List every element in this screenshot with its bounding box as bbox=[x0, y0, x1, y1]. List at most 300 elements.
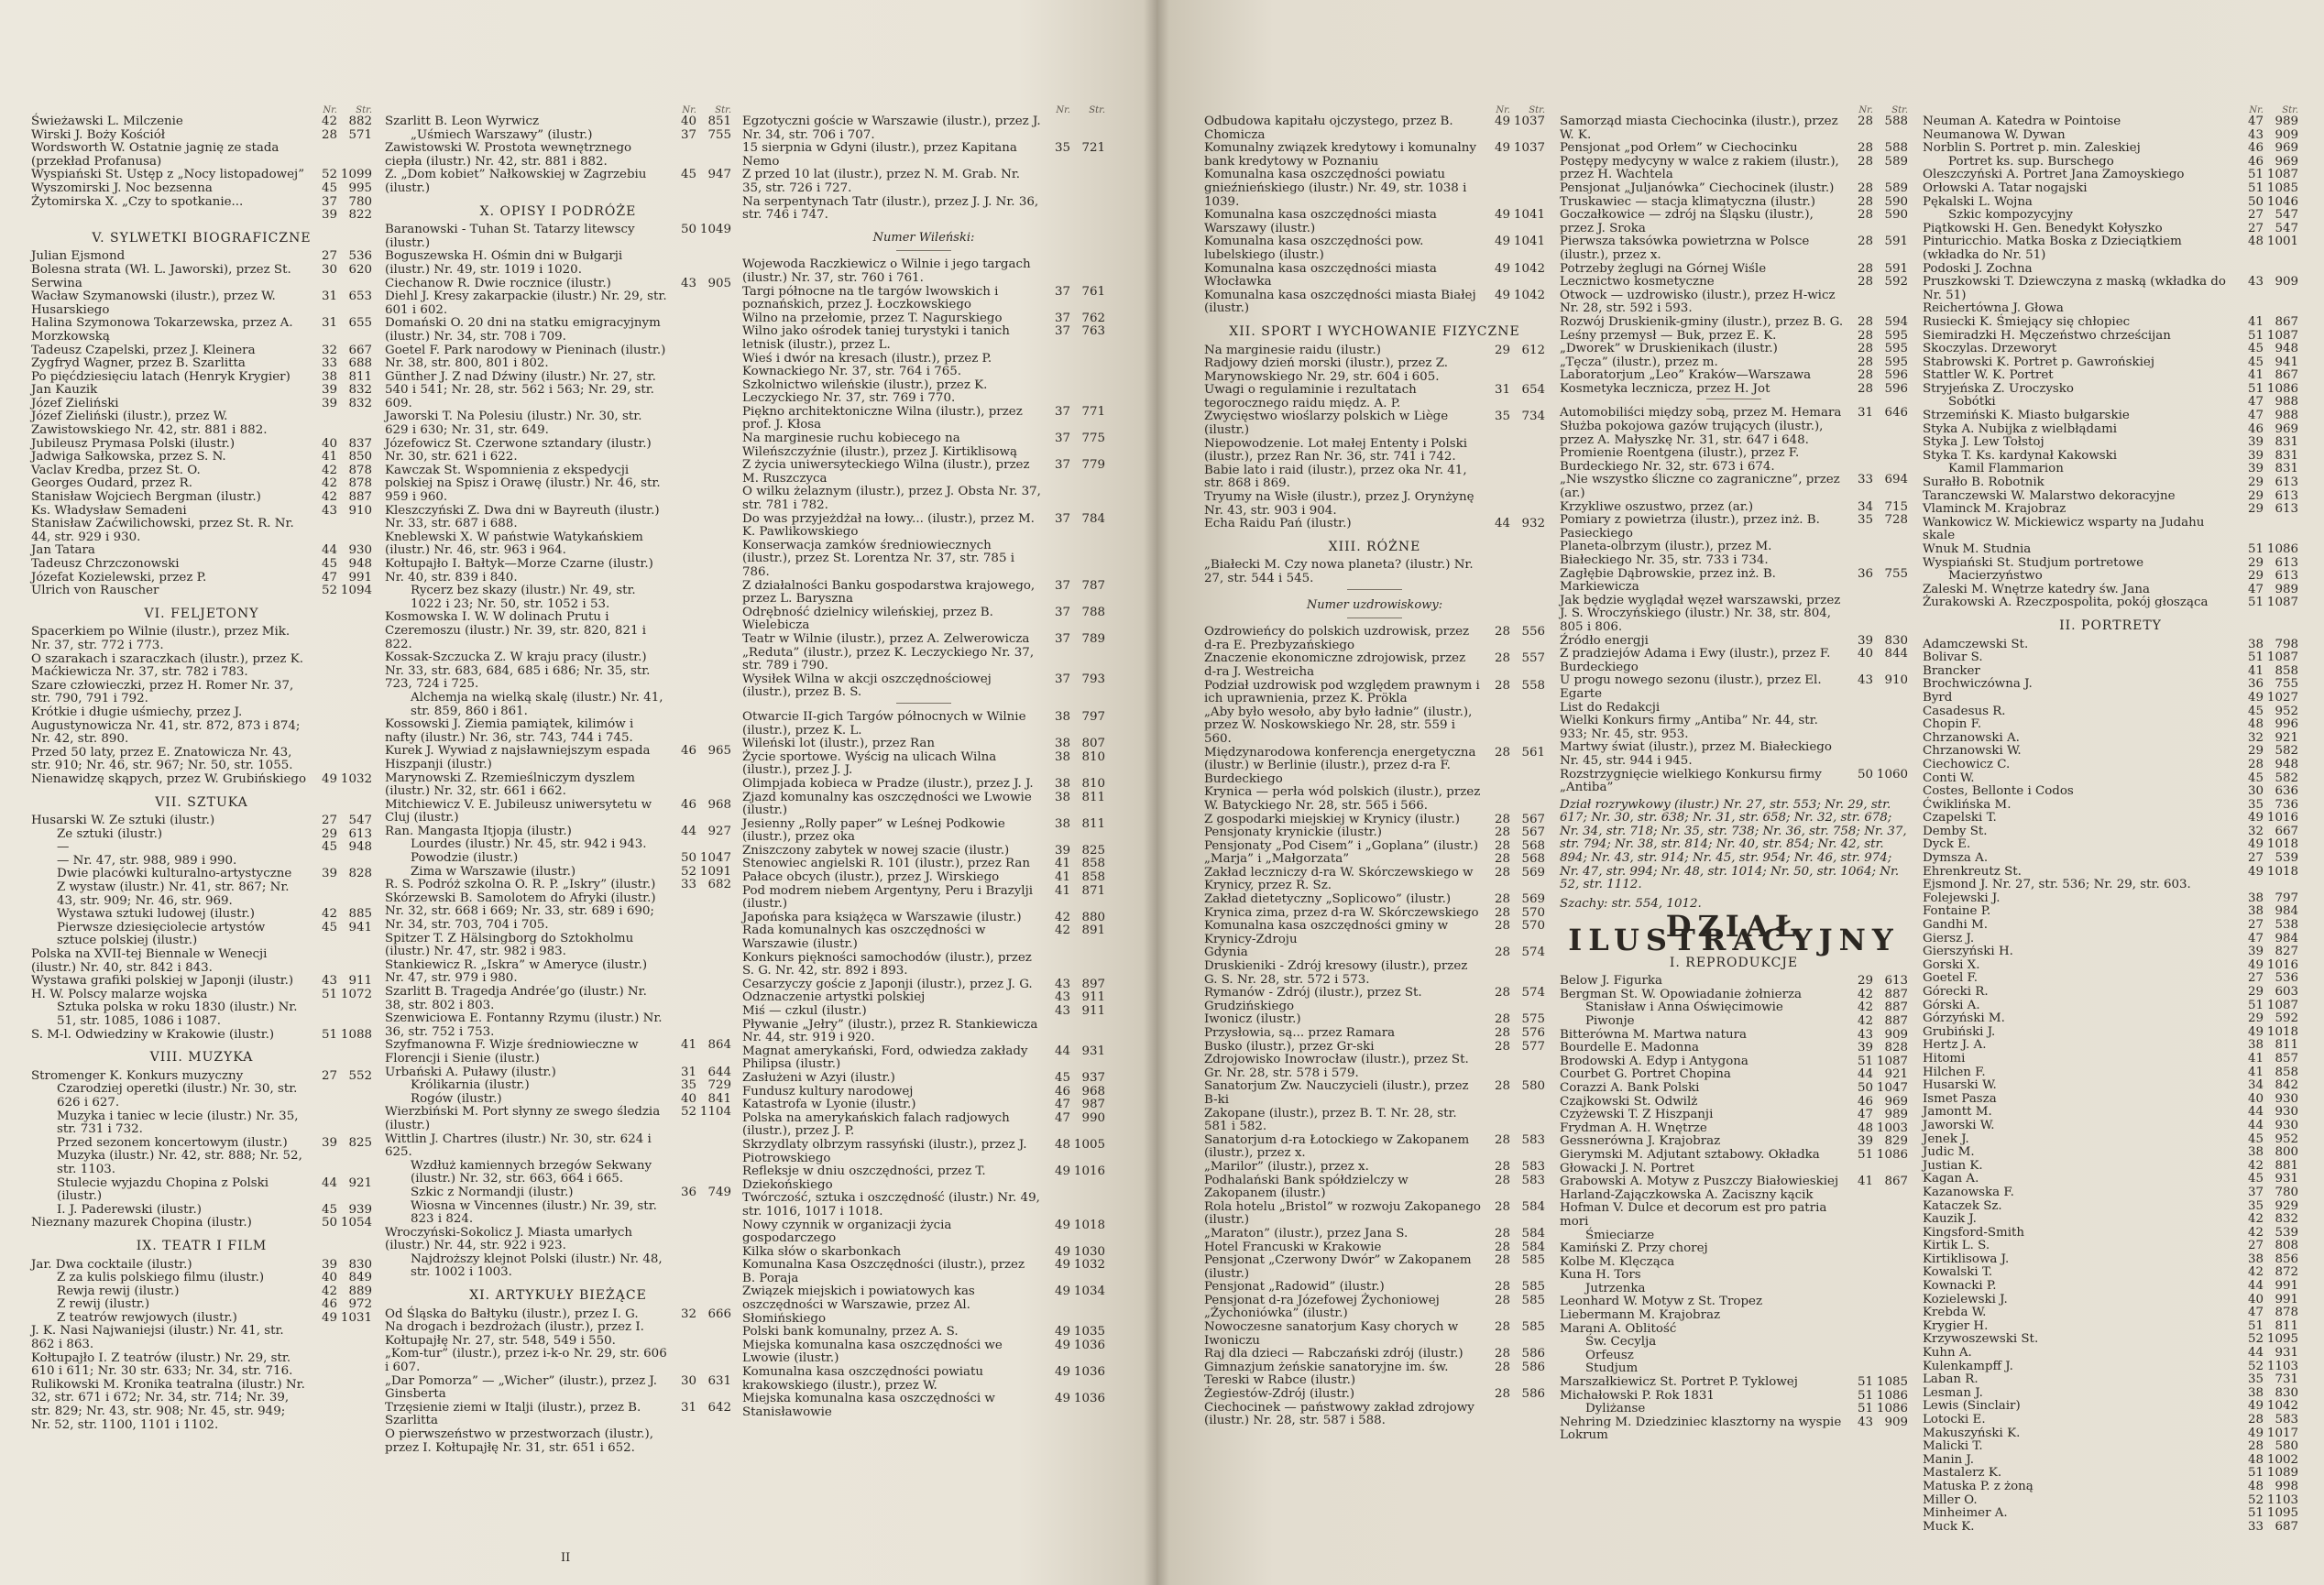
entry-issue-number: 44 bbox=[680, 824, 696, 838]
entry-title: Zjazd komunalny kas oszczędności we Lwowie (ilustr.) bbox=[742, 790, 1032, 818]
index-entry bbox=[1923, 1306, 2298, 1320]
entry-page-number: 941 bbox=[2275, 355, 2298, 369]
index-entry bbox=[1923, 1227, 2298, 1241]
entry-title: Z rewij (ilustr.) bbox=[57, 1297, 150, 1312]
entry-issue-number: 38 bbox=[2247, 1038, 2264, 1053]
entry-issue-number: 38 bbox=[321, 369, 337, 384]
entry-issue-number: 28 bbox=[1494, 838, 1510, 853]
index-entry bbox=[1923, 463, 2298, 476]
entry-page-number: 882 bbox=[348, 115, 372, 128]
entry-title: Podhalański Bank spółdzielczy w Zakopanem (ilustr.) bbox=[1204, 1173, 1409, 1201]
entry-title: Nienawidzę skąpych, przez W. Grubińskiego bbox=[31, 771, 307, 786]
entry-title: Casadesus R. bbox=[1923, 704, 2006, 718]
entry-issue-number: 40 bbox=[680, 1091, 696, 1106]
entry-title: Wyszomirski J. Noc bezsenna bbox=[31, 180, 213, 195]
entry-title: Sztuka polska w roku 1830 (ilustr.) Nr. 51, str. 1085, 1086 i 1087. bbox=[57, 1000, 298, 1028]
entry-title: Nowy czynnik w organizacji życia gospodarczego bbox=[742, 1218, 952, 1246]
index-entry bbox=[31, 129, 372, 143]
index-entry bbox=[1923, 1333, 2298, 1347]
entry-title: Piwonje bbox=[1585, 1014, 1635, 1028]
entry-issue-number: 45 bbox=[321, 920, 337, 935]
entry-title: Szkic z Normandji (ilustr.) bbox=[411, 1185, 574, 1199]
entry-title: Pierwsza taksówka powietrzna w Polsce (ilustr.), przez x. bbox=[1560, 235, 1810, 262]
entry-page-number: 631 bbox=[707, 1373, 731, 1388]
entry-title: Zakład leczniczy d-ra W. Skórczewskiego w Krynicy, przez R. Sz. bbox=[1204, 865, 1474, 893]
entry-page-number: 910 bbox=[348, 503, 372, 518]
entry-title: Kawczak St. Wspomnienia z ekspedycji polskiej na Spisz i Orawę (ilustr.) Nr. 46, str. 959 i 960. bbox=[385, 463, 661, 505]
entry-page-number: 830 bbox=[348, 1257, 372, 1272]
index-entry bbox=[1204, 235, 1545, 262]
entry-title: Gimnazjum żeńskie sanatoryjne im. św. Tereski w Rabce (ilustr.) bbox=[1204, 1360, 1449, 1388]
index-entry bbox=[31, 290, 372, 317]
index-entry bbox=[742, 286, 1105, 312]
index-entry bbox=[742, 912, 1105, 925]
entry-issue-number: 40 bbox=[2247, 1091, 2264, 1106]
index-entry bbox=[31, 544, 372, 558]
entry-title: Rogów (ilustr.) bbox=[411, 1091, 502, 1106]
entry-issue-number: 33 bbox=[1857, 473, 1873, 487]
index-entry bbox=[385, 772, 731, 799]
entry-title: Domański O. 20 dni na statku emigracyjnym (ilustr.) Nr. 34, str. 708 i 709. bbox=[385, 316, 661, 344]
section-heading: XIII. RÓŻNE bbox=[1328, 539, 1421, 554]
entry-title: Gandhi M. bbox=[1923, 918, 1989, 933]
index-entry bbox=[1923, 1361, 2298, 1374]
entry-title: Boguszewska H. Ośmin dni w Bułgarji (ilustr.) Nr. 49, str. 1019 i 1020. bbox=[385, 249, 623, 277]
entry-page-number: 990 bbox=[1081, 1110, 1105, 1125]
index-entry bbox=[1560, 1096, 1908, 1110]
index-entry bbox=[1923, 476, 2298, 490]
entry-issue-number: 28 bbox=[1494, 1280, 1510, 1295]
entry-page-number: 921 bbox=[2275, 730, 2298, 745]
index-entry bbox=[385, 1012, 731, 1039]
entry-page-number: 568 bbox=[1521, 852, 1545, 867]
index-entry bbox=[1923, 785, 2298, 799]
entry-issue-number: 44 bbox=[2247, 1118, 2264, 1132]
entry-issue-number: 51 bbox=[1857, 1402, 1873, 1416]
entry-title: Rycerz bez skazy (ilustr.) Nr. 49, str. 1022 i 23; Nr. 50, str. 1052 i 53. bbox=[411, 584, 636, 611]
index-entry bbox=[1923, 356, 2298, 370]
entry-page-number: 969 bbox=[2275, 154, 2298, 169]
entry-issue-number: 37 bbox=[1054, 432, 1070, 446]
index-entry bbox=[1923, 330, 2298, 344]
index-entry bbox=[31, 209, 372, 223]
entry-title: Costes, Bellonte i Codos bbox=[1923, 784, 2074, 799]
entry-issue-number: 38 bbox=[1054, 749, 1070, 764]
entry-issue-number: 47 bbox=[1054, 1110, 1070, 1125]
index-entry bbox=[1560, 1309, 1908, 1323]
entry-page-number: 909 bbox=[2275, 275, 2298, 290]
index-entry bbox=[742, 711, 1105, 738]
entry-issue-number: 41 bbox=[2247, 1051, 2264, 1066]
entry-page-number: 561 bbox=[1521, 745, 1545, 760]
entry-page-number: 583 bbox=[2275, 1413, 2298, 1426]
index-entry bbox=[1204, 826, 1545, 840]
entry-title: Do was przyjeżdżał na łowy... (ilustr.), przez M. K. Pawlikowskiego bbox=[742, 511, 1035, 540]
entry-page-number: 989 bbox=[2275, 582, 2298, 596]
entry-page-number: 969 bbox=[2275, 141, 2298, 156]
entry-issue-number: 38 bbox=[2247, 1145, 2264, 1160]
entry-issue-number: 37 bbox=[1054, 458, 1070, 473]
section-heading: VII. SZTUKA bbox=[155, 794, 248, 810]
entry-page-number: 584 bbox=[1521, 1240, 1545, 1254]
entry-page-number: 1018 bbox=[2266, 864, 2298, 879]
entry-page-number: 591 bbox=[1884, 235, 1908, 249]
index-entry bbox=[742, 751, 1105, 778]
section-heading: XII. SPORT I WYCHOWANIE FIZYCZNE bbox=[1229, 323, 1520, 339]
entry-page-number: 858 bbox=[2275, 663, 2298, 678]
entry-page-number: 822 bbox=[348, 208, 372, 223]
entry-page-number: 1036 bbox=[1073, 1338, 1105, 1352]
index-entry bbox=[31, 1352, 372, 1379]
entry-issue-number: 51 bbox=[2247, 1318, 2264, 1333]
entry-page-number: 989 bbox=[2275, 115, 2298, 128]
index-entry bbox=[31, 1137, 372, 1151]
entry-title: Szkolnictwo wileńskie (ilustr.), przez K. Leczyckiego Nr. 37, str. 769 i 770. bbox=[742, 377, 988, 406]
entry-title: Truskawiec — stacja klimatyczna (ilustr.) bbox=[1560, 194, 1815, 209]
entry-page-number: 653 bbox=[348, 290, 372, 304]
entry-issue-number: 38 bbox=[2247, 1252, 2264, 1266]
entry-issue-number: 49 bbox=[1494, 288, 1510, 302]
entry-title: Józef Zieliński (ilustr.), przez W. Zawistowskiego Nr. 42, str. 881 i 882. bbox=[31, 410, 268, 438]
entry-page-number: 825 bbox=[1081, 843, 1105, 858]
entry-page-number: 595 bbox=[1884, 342, 1908, 356]
index-entry bbox=[742, 1112, 1105, 1139]
entry-issue-number: 42 bbox=[2247, 1158, 2264, 1173]
index-entry bbox=[742, 885, 1105, 912]
entry-title: Brancker bbox=[1923, 663, 1980, 678]
entry-page-number: 932 bbox=[1521, 517, 1545, 531]
entry-issue-number: 45 bbox=[321, 840, 337, 855]
entry-page-number: 1002 bbox=[2266, 1452, 2298, 1467]
index-entry bbox=[1560, 383, 1908, 397]
index-entry bbox=[1560, 356, 1908, 370]
entry-issue-number: 42 bbox=[1857, 1000, 1873, 1015]
index-note: Dział rozrywkowy (ilustr.) Nr. 27, str. 553; Nr. 29, str. 617; Nr. 30, str. 638; Nr. 31, str. 658; Nr. 32, str. 678; Nr. 34, str. 718; Nr. 35, str. 738; Nr. 36, str. 758; Nr. 37, str. 794; Nr. 38, str. 814; Nr. 40, str. 854; Nr. 42, str. 894; Nr. 43, str. 914; Nr. 45, str. 954; Nr. 46, str. 974; Nr. 47, str. 994; Nr. 48, str. 1014; Nr. 50, str. 1064; Nr. 52, str. 1112. bbox=[1560, 797, 1907, 892]
entry-page-number: 687 bbox=[2275, 1519, 2298, 1534]
index-entry bbox=[742, 196, 1105, 223]
entry-title: Gierszyński H. bbox=[1923, 945, 2013, 959]
index-entry bbox=[742, 738, 1105, 751]
entry-title: Minheimer A. bbox=[1923, 1506, 2008, 1521]
entry-issue-number: 35 bbox=[1857, 513, 1873, 528]
index-entry bbox=[1923, 1414, 2298, 1427]
entry-title: Rada komunalnych kas oszczędności w Warszawie (ilustr.) bbox=[742, 924, 986, 952]
entry-issue-number: 28 bbox=[1857, 194, 1873, 209]
index-entry bbox=[385, 142, 731, 169]
index-entry bbox=[742, 169, 1105, 195]
index-entry bbox=[1923, 1012, 2298, 1026]
entry-title: Wirski J. Boży Kościół bbox=[31, 127, 166, 142]
entry-title: Miller O. bbox=[1923, 1492, 1978, 1507]
entry-title: Cesarzyczy goście z Japonji (ilustr.), przez J. G. bbox=[742, 977, 1033, 991]
entry-title: Międzynarodowa konferencja energetyczna (ilustr.) w Berlinie (ilustr.), przez d-ra F. Burdeckiego bbox=[1204, 745, 1476, 786]
entry-title: Z za kulis polskiego filmu (ilustr.) bbox=[57, 1271, 265, 1285]
entry-issue-number: 40 bbox=[2247, 1292, 2264, 1306]
index-entry bbox=[31, 1272, 372, 1285]
index-entry bbox=[1923, 1467, 2298, 1481]
index-entry bbox=[385, 933, 731, 959]
entry-page-number: 536 bbox=[2275, 971, 2298, 986]
entry-page-number: 1086 bbox=[1876, 1388, 1908, 1403]
index-entry bbox=[31, 558, 372, 572]
index-entry bbox=[742, 353, 1105, 379]
entry-title: Pływanie „Jełry” (ilustr.), przez R. Stankiewicza Nr. 44, str. 919 i 920. bbox=[742, 1017, 1038, 1045]
entry-title: Otwock — uzdrowisko (ilustr.), przez H-wicz Nr. 28, str. 592 i 593. bbox=[1560, 288, 1836, 316]
entry-title: Pruszkowski T. Dziewczyna z maską (wkładka do Nr. 51) bbox=[1923, 275, 2226, 302]
entry-title: Egzotyczni goście w Warszawie (ilustr.), przez J. Nr. 34, str. 706 i 707. bbox=[742, 115, 1041, 142]
entry-title: O wilku żelaznym (ilustr.), przez J. Obsta Nr. 37, str. 781 i 782. bbox=[742, 485, 1041, 513]
entry-title: Laboratorjum „Leo” Kraków—Warszawa bbox=[1560, 368, 1812, 383]
entry-title: Jan Tatara bbox=[31, 543, 95, 558]
index-entry bbox=[1923, 959, 2298, 973]
entry-title: Samorząd miasta Ciechocinka (ilustr.), przez W. K. bbox=[1560, 115, 1838, 142]
entry-issue-number: 42 bbox=[1857, 987, 1873, 1001]
index-entry bbox=[1560, 595, 1908, 635]
entry-title: Bitterówna M. Martwa natura bbox=[1560, 1027, 1747, 1042]
index-entry bbox=[1923, 799, 2298, 813]
entry-issue-number: 28 bbox=[1857, 368, 1873, 383]
entry-page-number: 715 bbox=[1884, 499, 1908, 514]
entry-issue-number: 33 bbox=[321, 356, 337, 371]
index-entry bbox=[1560, 115, 1908, 142]
index-entry bbox=[1560, 1416, 1908, 1443]
index-entry bbox=[1204, 357, 1545, 384]
index-entry bbox=[1923, 812, 2298, 825]
entry-title: Malicki T. bbox=[1923, 1439, 1983, 1454]
entry-page-number: 574 bbox=[1521, 986, 1545, 1000]
entry-title: Komunalna Kasa Oszczędności (ilustr.), przez B. Poraja bbox=[742, 1258, 1025, 1285]
entry-issue-number: 51 bbox=[2247, 1506, 2264, 1521]
entry-title: Pierwsze dziesięciolecie artystów sztuce polskiej (ilustr.) bbox=[57, 920, 266, 948]
entry-title: Piękno architektoniczne Wilna (ilustr.), przez prof. J. Kłosa bbox=[742, 404, 1023, 432]
entry-title: Conti W. bbox=[1923, 771, 1975, 785]
entry-title: Vlaminck M. Krajobraz bbox=[1923, 502, 2066, 517]
entry-page-number: 595 bbox=[1884, 328, 1908, 343]
index-entry bbox=[31, 1001, 372, 1028]
index-entry bbox=[1204, 946, 1545, 960]
index-entry bbox=[1923, 972, 2298, 986]
entry-page-number: 931 bbox=[1081, 1044, 1105, 1058]
entry-title: Zaleski M. Wnętrze katedry św. Jana bbox=[1923, 582, 2150, 596]
section-heading: V. SYLWETKI BIOGRAFICZNE bbox=[92, 230, 312, 246]
entry-title: Komunalna kasa oszczędności gminy w Krynicy-Zdroju bbox=[1204, 919, 1449, 946]
entry-title: Neuman A. Katedra w Pointoise bbox=[1923, 115, 2121, 128]
entry-title: „Kom-tur” (ilustr.), przez i-k-o Nr. 29, str. 606 i 607. bbox=[385, 1347, 667, 1375]
entry-title: Grabowski A. Motyw z Puszczy Białowieskiej bbox=[1560, 1175, 1839, 1189]
entry-issue-number: 52 bbox=[2247, 1332, 2264, 1347]
entry-page-number: 779 bbox=[1081, 458, 1105, 473]
entry-page-number: 603 bbox=[2275, 985, 2298, 999]
entry-issue-number: 28 bbox=[1857, 154, 1873, 169]
entry-page-number: 1087 bbox=[1876, 1054, 1908, 1068]
entry-page-number: 1042 bbox=[2266, 1399, 2298, 1414]
entry-title: Najdroższy klejnot Polski (ilustr.) Nr. 48, str. 1002 i 1003. bbox=[411, 1252, 663, 1280]
entry-title: Miś — czkul (ilustr.) bbox=[742, 1004, 867, 1018]
entry-issue-number: 40 bbox=[680, 115, 696, 128]
index-entry bbox=[1560, 1149, 1908, 1163]
entry-page-number: 775 bbox=[1081, 432, 1105, 446]
index-note: Szachy: str. 554, 1012. bbox=[1560, 896, 1702, 911]
entry-title: Przysłowia, są... przez Ramara bbox=[1204, 1026, 1396, 1040]
entry-page-number: 800 bbox=[2275, 1145, 2298, 1160]
index-entry bbox=[385, 465, 731, 505]
entry-page-number: 829 bbox=[1884, 1134, 1908, 1149]
index-entry bbox=[1204, 786, 1545, 813]
entry-page-number: 1060 bbox=[1876, 767, 1908, 782]
entry-page-number: 995 bbox=[348, 180, 372, 195]
index-entry bbox=[1204, 209, 1545, 235]
index-entry bbox=[1204, 867, 1545, 893]
entry-page-number: 1032 bbox=[340, 771, 372, 786]
entry-title: Taranczewski W. Malarstwo dekoracyjne bbox=[1923, 488, 2176, 503]
entry-title: „Uśmiech Warszawy” (ilustr.) bbox=[411, 127, 593, 142]
index-entry bbox=[1923, 423, 2298, 437]
entry-title: Skórzewski B. Samolotem do Afryki (ilustr.) Nr. 32, str. 668 i 669; Nr. 33, str. 689 i 690; Nr. 34, str. 703, 704 i 705. bbox=[385, 891, 656, 933]
entry-page-number: 1086 bbox=[1876, 1402, 1908, 1416]
entry-page-number: 694 bbox=[1884, 473, 1908, 487]
index-entry bbox=[1923, 503, 2298, 517]
entry-issue-number: 45 bbox=[680, 168, 696, 182]
entry-page-number: 808 bbox=[2275, 1239, 2298, 1253]
entry-issue-number: 27 bbox=[2247, 208, 2264, 223]
entry-page-number: 592 bbox=[1884, 275, 1908, 290]
index-entry bbox=[1560, 989, 1908, 1002]
entry-page-number: 1036 bbox=[1073, 1392, 1105, 1406]
index-entry bbox=[1923, 410, 2298, 423]
entry-issue-number: 48 bbox=[2247, 1479, 2264, 1493]
entry-issue-number: 37 bbox=[1054, 324, 1070, 339]
entry-title: Liebermann M. Krajobraz bbox=[1560, 1308, 1721, 1323]
entry-issue-number: 37 bbox=[680, 127, 696, 142]
entry-issue-number: 47 bbox=[2247, 409, 2264, 423]
entry-issue-number: 40 bbox=[1857, 647, 1873, 661]
entry-issue-number: 41 bbox=[1054, 857, 1070, 871]
entry-page-number: 731 bbox=[2275, 1372, 2298, 1387]
entry-issue-number: 51 bbox=[2247, 328, 2264, 343]
entry-page-number: 1086 bbox=[1876, 1147, 1908, 1162]
entry-title: Odrębność dzielnicy wileńskiej, przez B. Wielebicza bbox=[742, 605, 993, 633]
entry-issue-number: 29 bbox=[2247, 569, 2264, 584]
entry-page-number: 780 bbox=[2275, 1185, 2298, 1199]
entry-title: Kulenkampff J. bbox=[1923, 1359, 2013, 1373]
entry-title: Zasłużeni w Azyi (ilustr.) bbox=[742, 1070, 895, 1085]
entry-title: Corazzi A. Bank Polski bbox=[1560, 1080, 1700, 1095]
entry-title: O pierwszeństwo w przestworzach (ilustr.), przez I. Kołtupajłę Nr. 31, str. 651 i 652. bbox=[385, 1427, 653, 1455]
index-entry bbox=[31, 371, 372, 385]
index-entry bbox=[1560, 209, 1908, 235]
entry-page-number: 580 bbox=[1521, 1079, 1545, 1094]
index-entry bbox=[1560, 182, 1908, 196]
entry-page-number: 941 bbox=[348, 920, 372, 935]
entry-issue-number: 52 bbox=[321, 168, 337, 182]
entry-page-number: 831 bbox=[2275, 448, 2298, 463]
entry-page-number: 1047 bbox=[699, 851, 731, 866]
index-entry bbox=[1923, 343, 2298, 356]
index-entry bbox=[1204, 747, 1545, 787]
entry-page-number: 965 bbox=[707, 744, 731, 759]
index-entry bbox=[1560, 1001, 1908, 1015]
index-entry bbox=[385, 1106, 731, 1132]
index-entry bbox=[742, 978, 1105, 992]
index-entry bbox=[1923, 718, 2298, 732]
entry-issue-number: 39 bbox=[1857, 1134, 1873, 1149]
entry-issue-number: 29 bbox=[2247, 502, 2264, 517]
entry-page-number: 1027 bbox=[2266, 690, 2298, 705]
index-entry bbox=[385, 371, 731, 411]
index-entry bbox=[1204, 1321, 1545, 1348]
entry-page-number: 998 bbox=[2275, 1479, 2298, 1493]
entry-issue-number: 28 bbox=[1494, 1159, 1510, 1174]
index-entry bbox=[1560, 568, 1908, 595]
entry-page-number: 567 bbox=[1521, 812, 1545, 826]
index-entry bbox=[1204, 1241, 1545, 1255]
entry-page-number: 939 bbox=[348, 1202, 372, 1217]
index-entry bbox=[1204, 1201, 1545, 1228]
entry-issue-number: 46 bbox=[321, 1297, 337, 1312]
entry-title: Ze sztuki (ilustr.) bbox=[57, 826, 163, 841]
entry-page-number: 585 bbox=[1521, 1320, 1545, 1335]
entry-title: Courbet G. Portret Chopina bbox=[1560, 1067, 1731, 1082]
entry-title: Ciechocinek — państwowy zakład zdrojowy (ilustr.) Nr. 28, str. 587 i 588. bbox=[1204, 1400, 1474, 1428]
entry-title: Czapelski T. bbox=[1923, 811, 1997, 825]
entry-title: Oleszczyński A. Portret Jana Zamoyskiego bbox=[1923, 168, 2185, 182]
entry-title: Manin J. bbox=[1923, 1452, 1975, 1467]
entry-title: Hofman V. Dulce et decorum est pro patria mori bbox=[1560, 1201, 1827, 1229]
entry-title: Portret ks. sup. Burschego bbox=[1948, 154, 2114, 169]
index-entry bbox=[742, 142, 1105, 169]
entry-issue-number: 27 bbox=[2247, 918, 2264, 933]
entry-issue-number: 52 bbox=[680, 1105, 696, 1120]
entry-title: Marani A. Oblitość bbox=[1560, 1321, 1677, 1336]
entry-page-number: 784 bbox=[1081, 511, 1105, 526]
entry-title: Komunalny związek kredytowy i komunalny bank kredytowy w Poznaniu bbox=[1204, 141, 1476, 169]
entry-page-number: 589 bbox=[1884, 180, 1908, 195]
entry-title: Od Śląska do Bałtyku (ilustr.), przez I. G. bbox=[385, 1306, 639, 1321]
entry-issue-number: 48 bbox=[2247, 235, 2264, 249]
index-entry bbox=[1204, 559, 1545, 585]
index-entry bbox=[31, 1070, 372, 1084]
index-entry bbox=[31, 357, 372, 371]
entry-page-number: 851 bbox=[707, 115, 731, 128]
index-entry bbox=[385, 692, 731, 718]
entry-title: Hilchen F. bbox=[1923, 1065, 1986, 1079]
entry-issue-number: 51 bbox=[1857, 1388, 1873, 1403]
entry-title: Michałowski P. Rok 1831 bbox=[1560, 1388, 1715, 1403]
entry-page-number: 797 bbox=[1081, 709, 1105, 724]
entry-title: Z gospodarki miejskiej w Krynicy (ilustr.) bbox=[1204, 812, 1460, 826]
entry-page-number: 736 bbox=[2275, 797, 2298, 812]
entry-title: Judic M. bbox=[1923, 1145, 1975, 1160]
entry-issue-number: 45 bbox=[2247, 1172, 2264, 1186]
entry-page-number: 1035 bbox=[1073, 1325, 1105, 1339]
entry-title: Alchemja na wielką skalę (ilustr.) Nr. 41, str. 859, 860 i 861. bbox=[411, 690, 663, 718]
index-entry bbox=[742, 1072, 1105, 1086]
entry-page-number: 596 bbox=[1884, 381, 1908, 396]
entry-title: Jutrzenka bbox=[1585, 1281, 1646, 1295]
entry-issue-number: 27 bbox=[2247, 851, 2264, 866]
entry-page-number: 864 bbox=[707, 1038, 731, 1053]
entry-title: Z. „Dom kobiet” Nałkowskiej w Zagrzebiu (ilustr.) bbox=[385, 168, 647, 195]
entry-issue-number: 49 bbox=[1054, 1244, 1070, 1259]
entry-title: Günther J. Z nad Dźwiny (ilustr.) Nr. 27, str. 540 i 541; Nr. 28, str. 562 i 563; Nr. 29, str. 609. bbox=[385, 369, 656, 410]
entry-issue-number: 29 bbox=[2247, 476, 2264, 490]
entry-page-number: 807 bbox=[1081, 737, 1105, 751]
entry-page-number: 930 bbox=[2275, 1118, 2298, 1132]
entry-title: Muck K. bbox=[1923, 1519, 1975, 1534]
index-entry bbox=[1923, 1427, 2298, 1441]
entry-issue-number: 45 bbox=[2247, 704, 2264, 718]
entry-issue-number: 28 bbox=[1494, 1293, 1510, 1307]
